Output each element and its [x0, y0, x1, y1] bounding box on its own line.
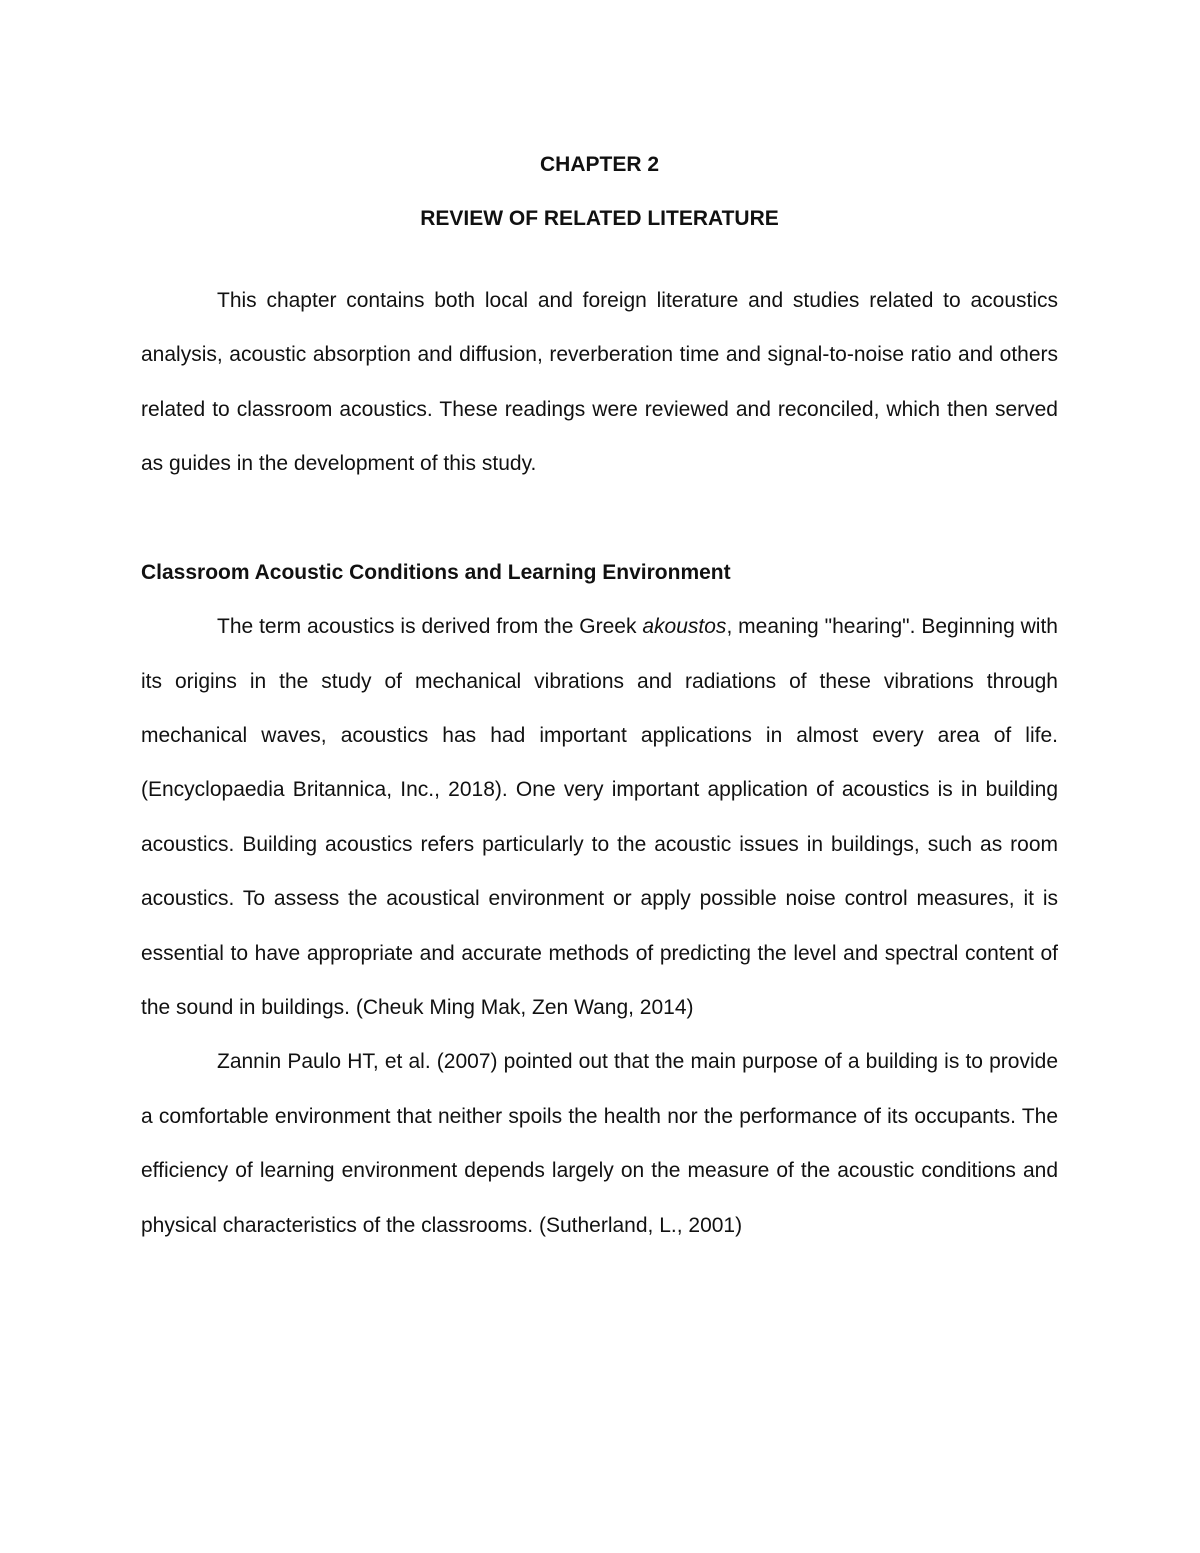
section-paragraph-1	[141, 600, 1058, 1035]
intro-paragraph: This chapter contains both local and foreign literature and studies related to acoustics analysis, acoustic absorption and diffusion, reverberation time and signal-to-noise ratio and others related to classroom acoustics. These readings were reviewed and reconciled, which then served as guides in the development of this study.	[141, 288, 1058, 475]
document-page	[141, 138, 1058, 1253]
chapter-number: CHAPTER 2	[539, 153, 660, 176]
greek-term: akoustos	[642, 615, 727, 639]
section-heading: Classroom Acoustic Conditions and Learning Environment	[141, 560, 731, 584]
spacer	[141, 247, 1058, 274]
para1-after: , meaning "hearing". Beginning with its origins in the study of mechanical vibrations and radiations of these vibrations through mechanical waves, acoustics has had important applications in almost every area of life. (Encyclopaedia Britannica, Inc., 2018). One very important application of acoustics is in building acoustics. Building acoustics refers particularly to the acoustic issues in buildings, such as room acoustics. To assess the acoustical environment or apply possible noise control measures, it is essential to have appropriate and accurate methods of predicting the level and spectral content of the sound in buildings. (Cheuk Ming Mak, Zen Wang, 2014)	[141, 615, 1058, 1020]
para1-before: The term acoustics is derived from the Greek	[217, 615, 643, 639]
section-paragraph-2: Zannin Paulo HT, et al. (2007) pointed out that the main purpose of a building is to provide a comfortable environment that neither spoils the health nor the performance of its occupants. The efficiency of learning environment depends largely on the measure of the acoustic conditions and physical characteristics of the classrooms. (Sutherland, L., 2001)	[141, 1050, 1058, 1237]
chapter-title: REVIEW OF RELATED LITERATURE	[420, 207, 779, 231]
